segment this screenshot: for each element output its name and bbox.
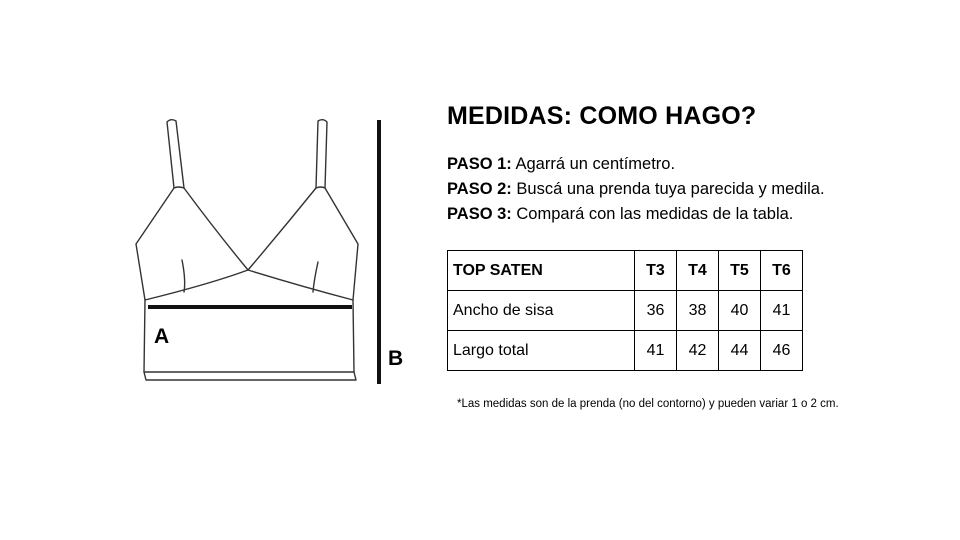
steps-list	[447, 152, 825, 227]
measure-label-b: B	[388, 347, 404, 370]
table-cell: 42	[677, 331, 719, 371]
table-cell: 41	[635, 331, 677, 371]
top-garment-diagram	[120, 110, 420, 400]
size-table	[447, 250, 803, 371]
table-cell: 41	[761, 291, 803, 331]
step-2: PASO 2: Buscá una prenda tuya parecida y medila.	[447, 180, 825, 198]
table-cell: 36	[635, 291, 677, 331]
table-cell: 40	[719, 291, 761, 331]
header-product: TOP SATEN	[448, 251, 635, 291]
footnote: *Las medidas son de la prenda (no del contorno) y pueden variar 1 o 2 cm.	[457, 398, 839, 410]
step-3: PASO 3: Compará con las medidas de la tabla.	[447, 205, 794, 223]
step-1: PASO 1: Agarrá un centímetro.	[447, 155, 676, 173]
table-cell: 46	[761, 331, 803, 371]
table-header-row	[448, 251, 803, 291]
header-t6: T6	[761, 251, 803, 291]
left-strap	[167, 120, 184, 188]
row-label: Ancho de sisa	[448, 291, 635, 331]
measure-label-a: A	[154, 325, 170, 348]
row-label: Largo total	[448, 331, 635, 371]
header-t3: T3	[635, 251, 677, 291]
page-title: MEDIDAS: COMO HAGO?	[447, 102, 757, 130]
garment-outline	[136, 187, 358, 380]
table-cell: 44	[719, 331, 761, 371]
table-row	[448, 291, 803, 331]
table-row	[448, 331, 803, 371]
table-cell: 38	[677, 291, 719, 331]
right-strap	[316, 120, 327, 188]
header-t5: T5	[719, 251, 761, 291]
header-t4: T4	[677, 251, 719, 291]
